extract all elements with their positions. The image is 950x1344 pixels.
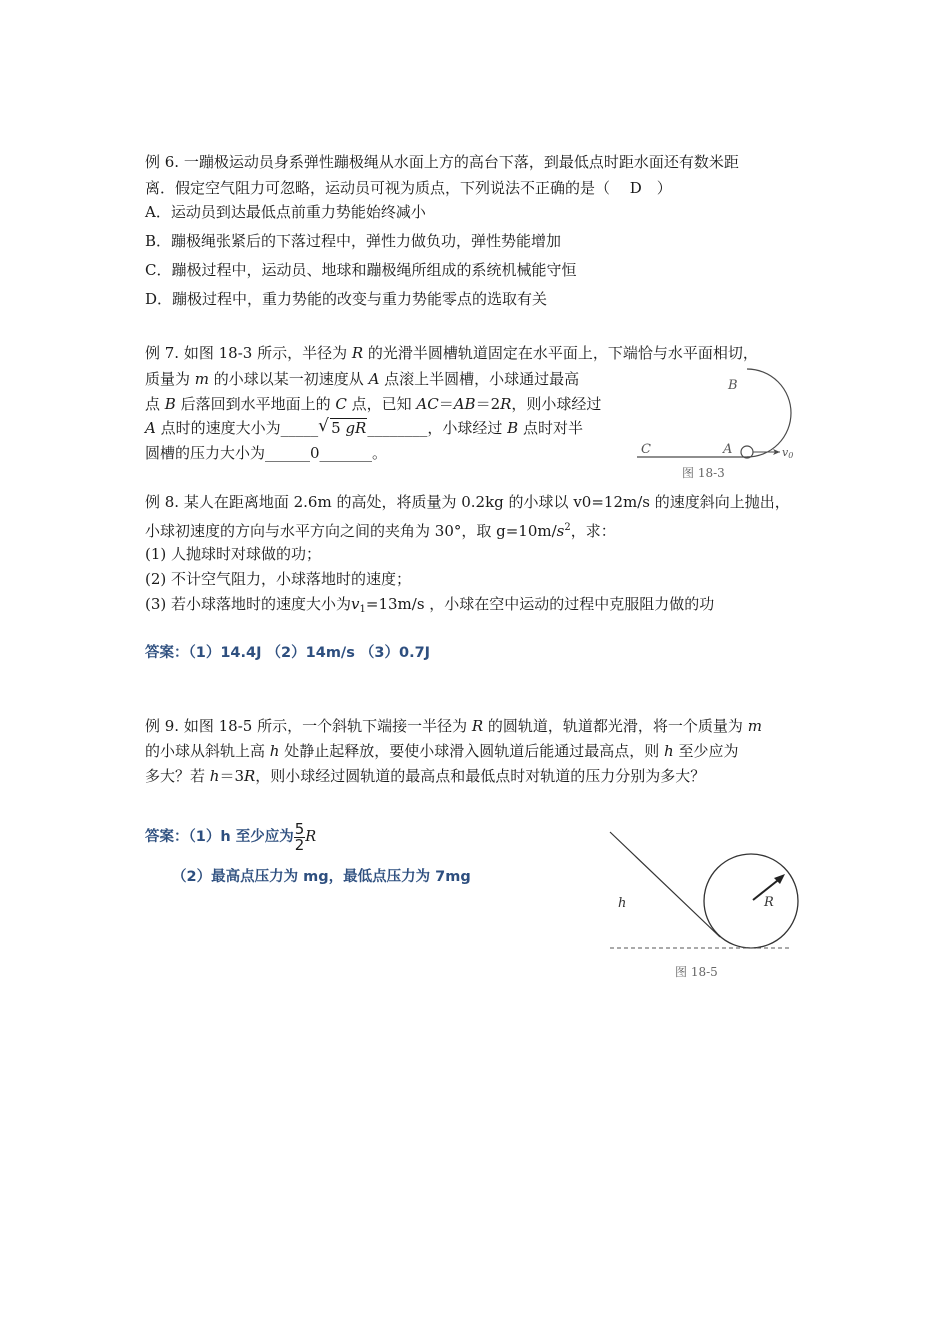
fraction-5-over-2: $\frac{5}{2}$ <box>294 819 305 854</box>
ex7-line5: 圆槽的压力大小为______0_______。 <box>145 444 388 462</box>
ex8-question2: (2) 不计空气阻力，小球落地时的速度； <box>145 570 412 588</box>
figure-caption: 图 18-3 <box>682 466 725 480</box>
semicircle-track <box>747 369 791 457</box>
incline-track <box>610 832 720 937</box>
label-A: A <box>723 442 733 457</box>
ex8-answer: 答案：（1）14.4J （2）14m/s （3）0.7J <box>145 645 431 661</box>
ex9-answer-1: 答案：（1）h 至少应为 $\frac{5}{2}$ R <box>145 819 317 854</box>
ball <box>741 446 753 458</box>
label-C: C <box>641 442 651 457</box>
label-h: h <box>618 896 627 911</box>
sqrt-sign-icon: √ <box>318 416 329 436</box>
label-B: B <box>728 378 738 393</box>
ex6-stem-line2: 离．假定空气阻力可忽略，运动员可视为质点，下列说法不正确的是（ D ） <box>145 179 672 197</box>
ex8-question3: (3) 若小球落地时的速度大小为$v_1=13m/s$ ，小球在空中运动的过程中克服阻力做的功 <box>145 595 715 615</box>
figure-caption: 图 18-5 <box>675 965 718 979</box>
ex7-line2: 质量为 m 的小球以某一初速度从 A 点滚上半圆槽，小球通过最高 <box>145 370 580 388</box>
ex7-line1: 例 7. 如图 18-3 所示，半径为 R 的光滑半圆槽轨道固定在水平面上，下端恰与水平面相切， <box>145 344 758 362</box>
ex9-line2: 的小球从斜轨上高 h 处静止起释放，要使小球滑入圆轨道后能通过最高点，则 h 至少应为 <box>145 742 739 760</box>
ex9-line3: 多大？若 h＝3R，则小球经过圆轨道的最高点和最低点时对轨道的压力分别为多大？ <box>145 767 706 785</box>
ex8-line1: 例 8. 某人在距离地面 2.6m 的高处，将质量为 0.2kg 的小球以 v0=12m/s 的速度斜向上抛出， <box>145 493 790 511</box>
label-v0: v0 <box>782 446 794 460</box>
loop-track <box>704 854 798 948</box>
ex6-option-d: D．蹦极过程中，重力势能的改变与重力势能零点的选取有关 <box>145 290 548 308</box>
ex6-stem-line1: 例 6. 一蹦极运动员身系弹性蹦极绳从水面上方的高台下落，到最低点时距水面还有数米距 <box>145 153 739 171</box>
figure-18-3 <box>630 364 805 486</box>
ex6-option-b: B．蹦极绳张紧后的下落过程中，弹性力做负功，弹性势能增加 <box>145 232 562 250</box>
ex6-option-a: A．运动员到达最低点前重力势能始终减小 <box>145 203 426 221</box>
sqrt-expression: √ 5 gR <box>318 416 367 437</box>
ex6-option-c: C．蹦极过程中，运动员、地球和蹦极绳所组成的系统机械能守恒 <box>145 261 577 279</box>
figure-18-5 <box>600 822 800 984</box>
ex7-line3: 点 B 后落回到水平地面上的 C 点，已知 AC＝AB＝2R，则小球经过 <box>145 395 602 413</box>
ex7-line4: A 点时的速度大小为_____ √ 5 gR________，小球经过 B 点时对半 <box>145 416 583 437</box>
label-R: R <box>764 895 774 910</box>
ex8-line2: 小球初速度的方向与水平方向之间的夹角为 30°，取 $g=10m/s^2$，求： <box>145 522 616 540</box>
ex9-answer-2: （2）最高点压力为 mg，最低点压力为 7mg <box>172 869 471 885</box>
ex8-question1: (1) 人抛球时对球做的功； <box>145 545 322 563</box>
ex9-line1: 例 9. 如图 18-5 所示，一个斜轨下端接一半径为 R 的圆轨道，轨道都光滑，将一个质量为 m <box>145 717 762 735</box>
